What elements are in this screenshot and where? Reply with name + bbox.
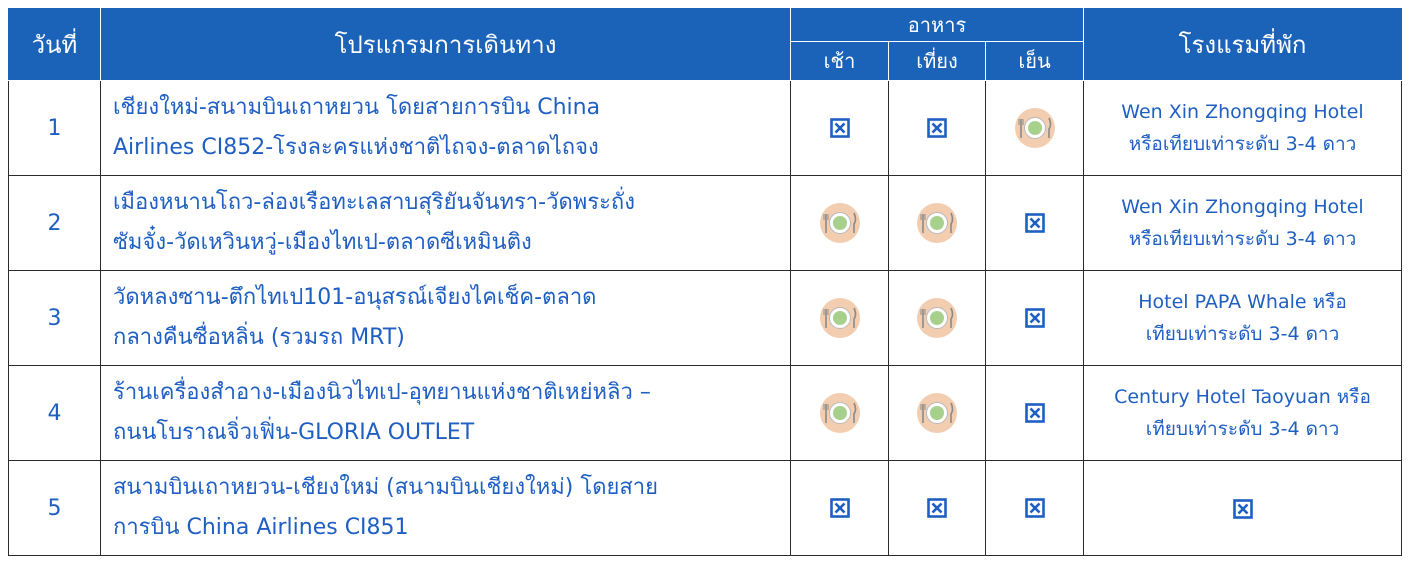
not-included-icon (927, 498, 947, 518)
header-breakfast: เช้า (791, 42, 889, 81)
not-included-icon (1025, 498, 1045, 518)
not-included-icon (927, 118, 947, 138)
hotel-line: หรือเทียบเท่าระดับ 3-4 ดาว (1128, 133, 1357, 155)
meal-dinner-cell (986, 176, 1084, 271)
program-cell (101, 271, 791, 366)
meal-plate-icon (916, 202, 958, 244)
itinerary-row (9, 81, 1402, 176)
meal-plate-icon (819, 202, 861, 244)
program-line: การบิน China Airlines CI851 (113, 515, 409, 540)
meal-plate-icon (819, 297, 861, 339)
header-food: อาหาร (791, 9, 1084, 42)
itinerary-row (9, 366, 1402, 461)
meal-lunch-cell (889, 271, 986, 366)
meal-lunch-cell (889, 366, 986, 461)
not-included-icon (1233, 499, 1253, 519)
not-included-icon (830, 498, 850, 518)
program-line: กลางคืนซื่อหลิ่น (รวมรถ MRT) (113, 325, 405, 350)
program-cell (101, 461, 791, 556)
hotel-line: เทียบเท่าระดับ 3-4 ดาว (1145, 323, 1340, 345)
itinerary-row (9, 176, 1402, 271)
meal-breakfast-cell (791, 81, 889, 176)
not-included-icon (1025, 308, 1045, 328)
meal-lunch-cell (889, 81, 986, 176)
program-line: ซัมจั๋ง-วัดเหวินหวู่-เมืองไทเป-ตลาดซีเหมินติง (113, 230, 532, 255)
hotel-line: Hotel PAPA Whale หรือ (1138, 291, 1347, 313)
header-day: วันที่ (9, 9, 101, 81)
program-line: ถนนโบราณจิ่วเฟิ่น-GLORIA OUTLET (113, 420, 475, 445)
hotel-cell (1084, 81, 1402, 176)
meal-dinner-cell (986, 81, 1084, 176)
header-dinner: เย็น (986, 42, 1084, 81)
itinerary-table (8, 8, 1402, 556)
itinerary-rows (9, 81, 1402, 556)
header-lunch: เที่ยง (889, 42, 986, 81)
hotel-cell (1084, 461, 1402, 556)
program-cell (101, 81, 791, 176)
hotel-cell (1084, 271, 1402, 366)
meal-breakfast-cell (791, 176, 889, 271)
not-included-icon (830, 118, 850, 138)
day-number: 3 (9, 271, 101, 366)
hotel-cell (1084, 176, 1402, 271)
meal-lunch-cell (889, 176, 986, 271)
meal-breakfast-cell (791, 366, 889, 461)
program-line: Airlines CI852-โรงละครแห่งชาติไถจง-ตลาดไถจง (113, 135, 599, 160)
meal-dinner-cell (986, 461, 1084, 556)
header-program: โปรแกรมการเดินทาง (101, 9, 791, 81)
program-line: เชียงใหม่-สนามบินเถาหยวน โดยสายการบิน China (113, 95, 601, 120)
meal-plate-icon (916, 392, 958, 434)
header-hotel: โรงแรมที่พัก (1084, 9, 1402, 81)
meal-dinner-cell (986, 271, 1084, 366)
program-cell (101, 176, 791, 271)
day-number: 4 (9, 366, 101, 461)
itinerary-row (9, 271, 1402, 366)
program-line: สนามบินเถาหยวน-เชียงใหม่ (สนามบินเชียงใหม่) โดยสาย (113, 475, 659, 500)
program-cell (101, 366, 791, 461)
meal-plate-icon (1014, 107, 1056, 149)
program-line: เมืองหนานโถว-ล่องเรือทะเลสาบสุริยันจันทรา-วัดพระถั่ง (113, 190, 635, 215)
hotel-line: Wen Xin Zhongqing Hotel (1121, 101, 1364, 123)
day-number: 1 (9, 81, 101, 176)
meal-dinner-cell (986, 366, 1084, 461)
not-included-icon (1025, 403, 1045, 423)
day-number: 5 (9, 461, 101, 556)
hotel-line: หรือเทียบเท่าระดับ 3-4 ดาว (1128, 228, 1357, 250)
program-line: ร้านเครื่องสำอาง-เมืองนิวไทเป-อุทยานแห่งชาติเหย่หลิว – (113, 380, 651, 405)
hotel-cell (1084, 366, 1402, 461)
meal-plate-icon (819, 392, 861, 434)
meal-breakfast-cell (791, 461, 889, 556)
hotel-line: เทียบเท่าระดับ 3-4 ดาว (1145, 418, 1340, 440)
program-line: วัดหลงซาน-ตึกไทเป101-อนุสรณ์เจียงไคเช็ค-ตลาด (113, 285, 597, 310)
hotel-line: Wen Xin Zhongqing Hotel (1121, 196, 1364, 218)
itinerary-table-wrapper (8, 8, 1402, 556)
meal-lunch-cell (889, 461, 986, 556)
itinerary-row (9, 461, 1402, 556)
meal-breakfast-cell (791, 271, 889, 366)
hotel-line: Century Hotel Taoyuan หรือ (1114, 386, 1371, 408)
meal-plate-icon (916, 297, 958, 339)
not-included-icon (1025, 213, 1045, 233)
day-number: 2 (9, 176, 101, 271)
